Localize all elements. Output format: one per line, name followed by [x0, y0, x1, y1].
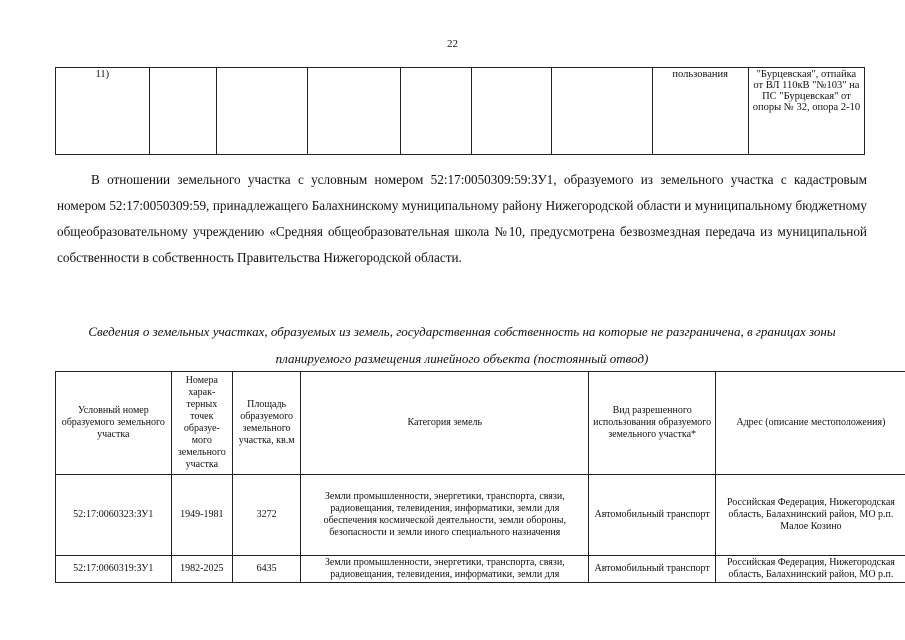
table-row	[56, 68, 865, 155]
table-cell	[552, 68, 652, 155]
page-number: 22	[447, 38, 458, 50]
cell-area: 3272	[233, 475, 301, 556]
table-cell: "Бурцевская", отпайка от ВЛ 110кВ "№103" на ПС "Бурцевская" от опоры № 32, опора 2-10	[748, 68, 864, 155]
cell-points: 1949-1981	[171, 475, 233, 556]
cell-category: Земли промышленности, энергетики, транспорта, связи, радиовещания, телевидения, информатики, земли для	[301, 556, 589, 583]
table-cell: 11)	[56, 68, 150, 155]
page-bottom-clip	[0, 608, 905, 640]
cell-use: Автомобильный транспорт	[589, 556, 715, 583]
table-cell	[471, 68, 552, 155]
table-caption: Сведения о земельных участках, образуемых из земель, государственная собственность на которые не разграничена, в границах зоны планируемого размещения линейного объекта (постоянный отвод)	[88, 324, 836, 366]
table-cell	[307, 68, 400, 155]
continuation-table	[55, 67, 865, 155]
table-cell	[401, 68, 472, 155]
header-address: Адрес (описание местоположения)	[715, 372, 905, 475]
table-header-row	[56, 372, 905, 475]
header-area: Площадь образуемого земельного участка, кв.м	[233, 372, 301, 475]
body-paragraph	[57, 167, 867, 271]
table-cell	[217, 68, 307, 155]
header-id: Условный номер образуемого земельного участка	[56, 372, 172, 475]
cell-use: Автомобильный транспорт	[589, 475, 715, 556]
cell-category: Земли промышленности, энергетики, транспорта, связи, радиовещания, телевидения, информатики, земли для обеспечения космической деятельности, земли обороны, безопасности и земли иного специального назначения	[301, 475, 589, 556]
table-row	[56, 475, 905, 556]
table-cell	[149, 68, 217, 155]
land-plots-table	[55, 371, 905, 583]
header-category: Категория земель	[301, 372, 589, 475]
cell-id: 52:17:0060323:ЗУ1	[56, 475, 172, 556]
cell-points: 1982-2025	[171, 556, 233, 583]
cell-address: Российская Федерация, Нижегородская область, Балахнинский район, МО р.п. Малое Козино	[715, 475, 905, 556]
cell-area: 6435	[233, 556, 301, 583]
header-use: Вид разрешенного использования образуемого земельного участка*	[589, 372, 715, 475]
cell-address: Российская Федерация, Нижегородская область, Балахнинский район, МО р.п.	[715, 556, 905, 583]
cell-id: 52:17:0060319:ЗУ1	[56, 556, 172, 583]
table-cell: пользования	[652, 68, 748, 155]
paragraph-text: В отношении земельного участка с условным номером 52:17:0050309:59:ЗУ1, образуемого из земельного участка с кадастровым номером 52:17:0050309:59, принадлежащего Балахнинскому муниципальному району Нижегородской области и муниципальному бюджетному общеобразовательному учреждению «Средняя общеобразовательная школа №10, предусмотрена безвозмездная передача из муниципальной собственности в собственность Правительства Нижегородской области.	[57, 172, 867, 265]
table-row	[56, 556, 905, 583]
header-points: Номера харак-терных точек образуе-мого земельного участка	[171, 372, 233, 475]
